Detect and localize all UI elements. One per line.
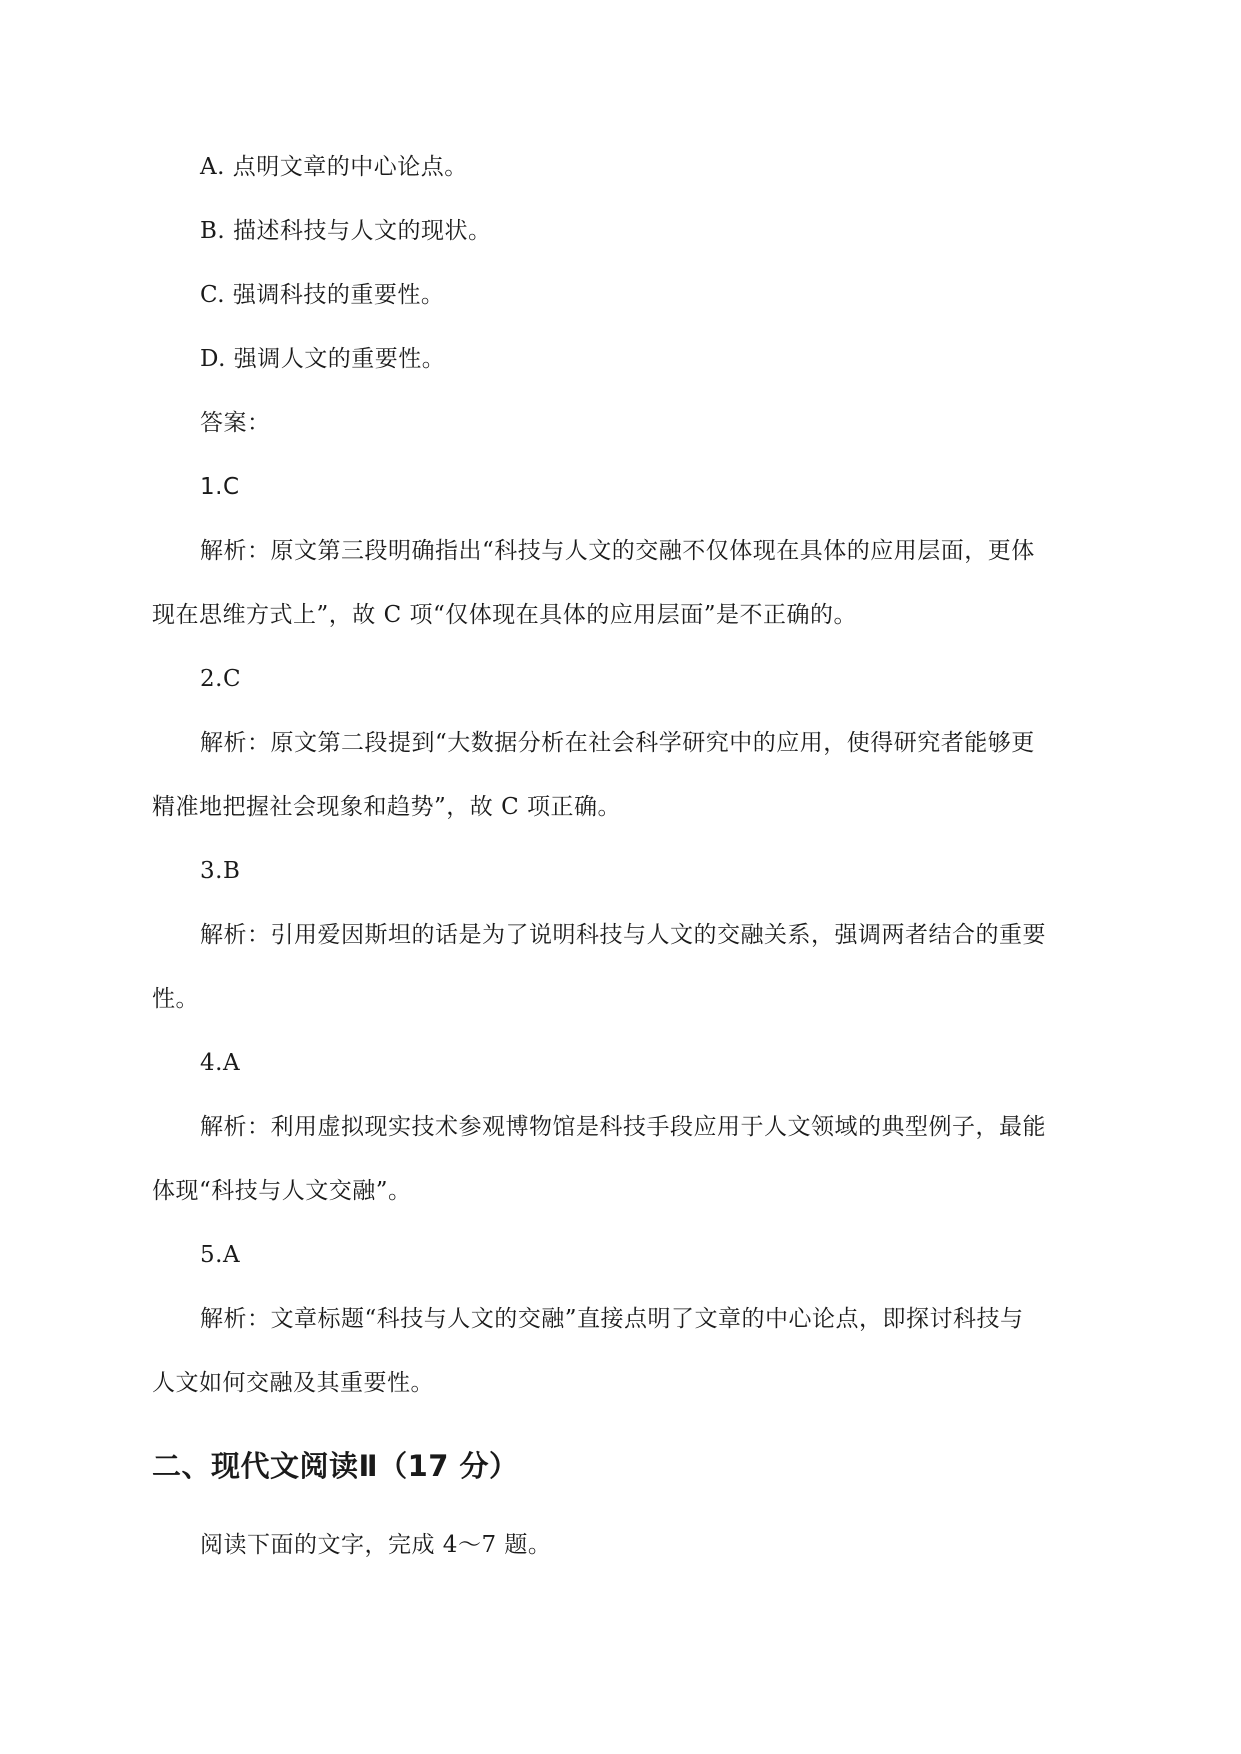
answer-analysis-1-line1: 解析：原文第三段明确指出“科技与人文的交融不仅体现在具体的应用层面，更体: [200, 538, 1035, 564]
answer-number-2: 2.C: [200, 666, 242, 692]
option-c: C. 强调科技的重要性。: [200, 282, 445, 308]
answer-number-1: 1.C: [200, 474, 240, 500]
answer-analysis-2-line2: 精准地把握社会现象和趋势”，故 C 项正确。: [152, 794, 621, 820]
option-d: D. 强调人文的重要性。: [200, 346, 446, 372]
section-heading: 二、现代文阅读Ⅱ（17 分）: [152, 1449, 519, 1483]
option-b: B. 描述科技与人文的现状。: [200, 218, 492, 244]
answer-analysis-5-line1: 解析：文章标题“科技与人文的交融”直接点明了文章的中心论点，即探讨科技与: [200, 1306, 1024, 1332]
answer-number-4: 4.A: [200, 1050, 241, 1076]
answer-analysis-2-line1: 解析：原文第二段提到“大数据分析在社会科学研究中的应用，使得研究者能够更: [200, 730, 1035, 756]
answers-label: 答案：: [200, 410, 271, 436]
answer-number-5: 5.A: [200, 1242, 241, 1268]
answer-analysis-4-line1: 解析：利用虚拟现实技术参观博物馆是科技手段应用于人文领域的典型例子，最能: [200, 1114, 1046, 1140]
answer-analysis-5-line2: 人文如何交融及其重要性。: [152, 1370, 434, 1396]
answer-analysis-4-line2: 体现“科技与人文交融”。: [152, 1178, 412, 1204]
answer-analysis-3-line1: 解析：引用爱因斯坦的话是为了说明科技与人文的交融关系，强调两者结合的重要: [200, 922, 1046, 948]
answer-number-3: 3.B: [200, 858, 241, 884]
option-a: A. 点明文章的中心论点。: [200, 154, 468, 180]
section-instruction: 阅读下面的文字，完成 4～7 题。: [200, 1532, 552, 1558]
answer-analysis-3-line2: 性。: [152, 986, 199, 1012]
answer-analysis-1-line2: 现在思维方式上”，故 C 项“仅体现在具体的应用层面”是不正确的。: [152, 602, 857, 628]
